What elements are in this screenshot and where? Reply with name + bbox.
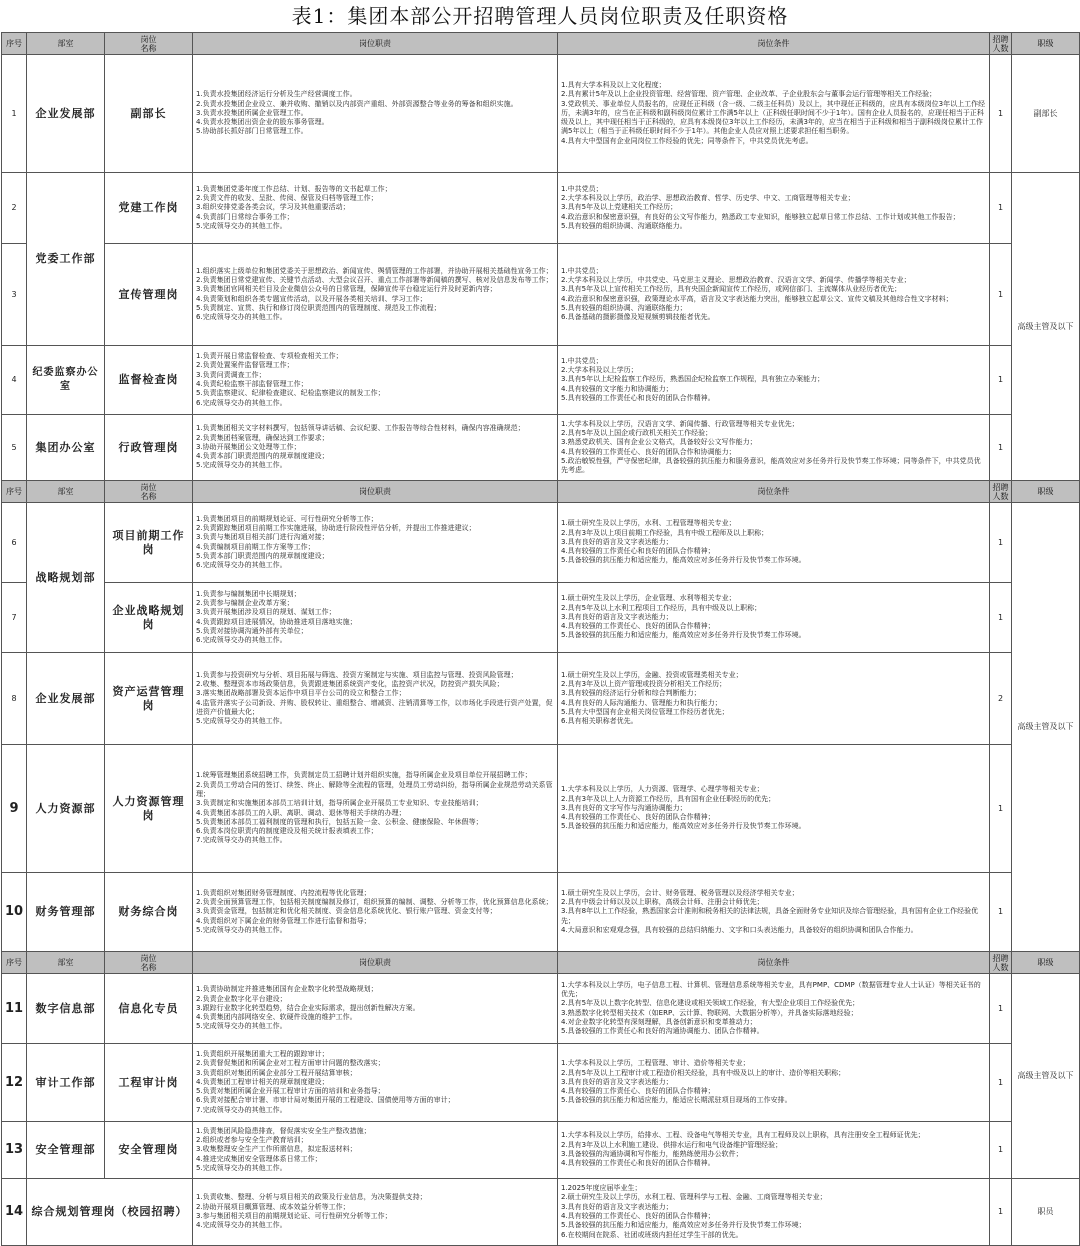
- seq-cell: 4: [2, 346, 27, 415]
- duty-line: 2.组织或者参与安全生产教育培训；: [196, 1136, 308, 1145]
- level-cell: 高级主管及以下: [1012, 974, 1080, 1179]
- page-title: 表1：集团本部公开招聘管理人员岗位职责及任职资格: [291, 4, 789, 28]
- seq-cell: 13: [2, 1122, 27, 1179]
- pos-header: [105, 952, 193, 974]
- duty-line: 5.完成领导交办的其他工作。: [196, 717, 287, 726]
- duty-line: 4.负责本部门职责范围内的规章制度建设；: [196, 452, 329, 461]
- requirement-line: 4.具有较强的工作责任心、良好的团队合作和协调能力；: [561, 447, 736, 456]
- seq-cell: 1: [2, 55, 27, 173]
- duty-line: 3.跟踪行业数字化转型趋势，结合企业实际需求，提出创新性解决方案。: [196, 1003, 420, 1012]
- position-cell: 监督检查岗: [105, 346, 193, 415]
- requirement-line: 1.大学本科及以上学历，工程管理、审计、造价等相关专业；: [561, 1059, 750, 1068]
- duty-line: 1.负责集团党委年度工作总结、计划、报告等的文书起草工作；: [196, 184, 392, 193]
- duty-line: 4.监管并落实子公司新设、并购、股权转让、重组整合、增减资、注销清算等工作，以市场化手段进行资产处置，促进资产价值最大化；: [196, 698, 553, 716]
- count-header-line2: 人数: [992, 962, 1009, 972]
- position-cell: 项目前期工作岗: [105, 503, 193, 583]
- table-row: [2, 873, 1080, 952]
- table-row: [2, 1122, 1080, 1179]
- duty-cell: [193, 244, 558, 346]
- table-row: [2, 583, 1080, 653]
- requirement-line: 5.具有较强的组织协调、沟通联络能力。: [561, 221, 687, 230]
- dept-cell: 财务管理部: [27, 873, 105, 952]
- count-cell: 1: [990, 745, 1012, 873]
- count-header-line1: 招聘: [992, 482, 1009, 492]
- requirement-line: 3.熟悉党政机关、国有企业公文格式，具备较好公文写作能力；: [561, 438, 757, 447]
- duty-line: 2.负责水投集团企业设立、兼并收购、撤销以及内部资产重组、外部资源整合等业务的筹备和组织实施。: [196, 99, 518, 108]
- count-header: [990, 481, 1012, 503]
- duty-line: 4.负责纪检监察干部监督管理工作；: [196, 380, 308, 388]
- duty-cell: [193, 503, 558, 583]
- level-cell: 高级主管及以下: [1012, 173, 1080, 481]
- duty-header: 岗位职责: [193, 952, 558, 974]
- duty-cell: [193, 745, 558, 873]
- position-cell: 工程审计岗: [105, 1044, 193, 1122]
- position-cell: 宣传管理岗: [105, 244, 193, 346]
- requirement-line: 4.具有较强的工作责任心、良好的团队合作精神；: [561, 622, 715, 631]
- duty-line: 2.负责集团档案管理，确保达到工作要求；: [196, 433, 329, 442]
- requirement-line: 4.具有较强的工作责任心和良好的团队合作精神；: [561, 547, 715, 556]
- requirement-line: 6.具有相关职称者优先。: [561, 717, 638, 726]
- requirement-line: 2.具有3年及以上水利施工建设、供排水运行和电气设备维护管理经验；: [561, 1140, 783, 1149]
- requirement-line: 1.硕士研究生及以上学历，企业管理、水利等相关专业；: [561, 594, 736, 603]
- requirement-cell: [558, 415, 990, 481]
- requirement-line: 2.具有累计5年及以上企业投资管理、经营管理、资产管理、企业改革、子企业股东会与董事会运行管理等相关工作经验；: [561, 90, 937, 99]
- position-cell: 财务综合岗: [105, 873, 193, 952]
- requirement-line: 5.具备较强的抗压能力和适应能力，能高效应对多任务并行及快节奏工作环境。: [561, 822, 806, 831]
- duty-cell: [193, 173, 558, 244]
- duty-line: 1.统筹管理集团系统招聘工作，负责制定员工招聘计划并组织实施，指导所属企业及项目单位开展招聘工作；: [196, 771, 532, 780]
- requirement-line: 2.具有中级会计师以及以上职称，高级会计师、注册会计师优先；: [561, 898, 764, 907]
- requirement-line: 5.具备较强的抗压能力和适应能力，能高效应对多任务并行及快节奏工作环境。: [561, 556, 806, 565]
- duty-line: 1.负责参与编制集团中长期规划；: [196, 589, 301, 598]
- duty-line: 4.负责集团本部员工的入职、离职、调动、退休等相关手续的办理；: [196, 808, 406, 817]
- requirement-line: 1.中共党员；: [561, 356, 603, 365]
- duty-line: 4.负责部门日常综合事务工作；: [196, 212, 294, 221]
- duty-line: 1.负责组织对集团财务管理制度、内控流程等优化管理；: [196, 888, 371, 897]
- duty-line: 7.完成领导交办的其他工作。: [196, 1105, 287, 1114]
- position-cell: 人力资源管理岗: [105, 745, 193, 873]
- duty-cell: [193, 1044, 558, 1122]
- duty-cell: [193, 653, 558, 745]
- pos-header-line2: 名称: [140, 491, 157, 501]
- table-row: [2, 974, 1080, 1044]
- duty-cell: [193, 974, 558, 1044]
- table-row: [2, 1044, 1080, 1122]
- requirement-line: 5.政治敏锐性强，严守保密纪律，具备较强的抗压能力和服务意识，能高效应对多任务并行及快节奏工作环境；同等条件下，中共党员优先考虑。: [561, 456, 981, 475]
- requirement-cell: [558, 55, 990, 173]
- duty-header: 岗位职责: [193, 33, 558, 55]
- header-row: [2, 952, 1080, 974]
- requirement-cell: [558, 346, 990, 415]
- count-cell: 1: [990, 974, 1012, 1044]
- requirement-line: 2.大学本科及以上学历；: [561, 366, 638, 375]
- duty-line: 4.负责集团工程审计相关的规章制度建设；: [196, 1077, 329, 1086]
- requirement-line: 3.具有8年以上工作经验，熟悉国家会计准则和税务相关的法律法规，具备全面财务专业知识及综合管理经验，具有国有企业工作经验优先；: [561, 907, 979, 925]
- count-cell: 1: [990, 583, 1012, 653]
- duty-line: 1.负责水投集团经济运行分析及生产经营调度工作。: [196, 90, 357, 99]
- requirement-line: 1.中共党员；: [561, 266, 603, 275]
- duty-line: 3.负责与集团项目相关部门进行沟通对接；: [196, 533, 329, 542]
- count-header-line2: 人数: [992, 491, 1009, 501]
- table-row: [2, 244, 1080, 346]
- duty-line: 5.完成领导交办的其他工作。: [196, 1022, 287, 1031]
- requirement-line: 1.大学本科及以上学历，汉语言文学、新闻传播、行政管理等相关专业优先；: [561, 419, 799, 428]
- requirement-line: 6.具备基础的摄影摄像及短视频剪辑技能者优先。: [561, 313, 715, 322]
- seq-cell: 7: [2, 583, 27, 653]
- duty-line: 4.负责集团内部网络安全、软硬件设施的维护工作。: [196, 1013, 357, 1022]
- duty-line: 6.完成领导交办的其他工作。: [196, 561, 287, 570]
- seq-cell: 2: [2, 173, 27, 244]
- level-cell: 副部长: [1012, 55, 1080, 173]
- seq-header: 序号: [2, 481, 27, 503]
- pos-header-line2: 名称: [140, 962, 157, 972]
- dept-header: 部室: [27, 952, 105, 974]
- duty-line: 2.负责全面预算管理工作，包括相关制度编制及修订，组织预算的编制、调整、分析等工作，优化预算信息化系统；: [196, 898, 553, 907]
- table-row: [2, 55, 1080, 173]
- dept-header: 部室: [27, 481, 105, 503]
- duty-cell: [193, 346, 558, 415]
- duty-line: 1.负责参与投资研究与分析、项目拓展与筛选、投资方案制定与实施、项目监控与管理、投资风险管理；: [196, 670, 518, 679]
- pos-header: [105, 481, 193, 503]
- duty-line: 5.负责本部门职责范围内的规章制度建设；: [196, 551, 329, 560]
- requirement-line: 4.具有较强的工作责任心、良好的团队合作精神；: [561, 813, 715, 822]
- requirement-line: 1.硕士研究生及以上学历，水利、工程管理等相关专业；: [561, 519, 736, 528]
- requirement-cell: [558, 873, 990, 952]
- requirement-line: 2.具有5年及以上水利工程项目工作经历，具有中级及以上职称；: [561, 603, 762, 612]
- requirement-cell: [558, 244, 990, 346]
- position-cell: 企业战略规划岗: [105, 583, 193, 653]
- duty-line: 7.完成领导交办的其他工作。: [196, 836, 287, 845]
- requirement-cell: [558, 1122, 990, 1179]
- requirement-line: 3.具有较强的经济运行分析和综合判断能力；: [561, 689, 701, 698]
- duty-line: 3.落实集团战略部署及资本运作中项目平台公司的设立和整合工作；: [196, 689, 406, 698]
- requirement-line: 1.大学本科及以上学历，人力资源、管理学、心理学等相关专业；: [561, 785, 764, 794]
- count-cell: 1: [990, 873, 1012, 952]
- duty-line: 4.负责编制项目前期工作方案等工作；: [196, 542, 315, 551]
- dept-cell: 人力资源部: [27, 745, 105, 873]
- requirement-cell: [558, 173, 990, 244]
- dept-cell: 审计工作部: [27, 1044, 105, 1122]
- level-header: 职级: [1012, 952, 1080, 974]
- duty-line: 6.完成领导交办的其他工作。: [196, 398, 287, 407]
- requirement-line: 5.具备较强的抗压能力和适应能力，能适应长期派驻项目现场的工作安排。: [561, 1096, 792, 1105]
- seq-header: 序号: [2, 952, 27, 974]
- duty-line: 5.完成领导交办的其他工作。: [196, 461, 287, 470]
- duty-line: 1.负责集团项目的前期规划论证、可行性研究分析等工作；: [196, 514, 378, 523]
- duty-cell: [193, 873, 558, 952]
- requirement-line: 5.具有较强的组织协调、沟通联络能力；: [561, 303, 687, 312]
- requirement-cell: [558, 1044, 990, 1122]
- duty-line: 2.负责集团日常党建宣传、关键节点活动、大型会议召开、重点工作部署等新闻稿的撰写、核对及信息发布等工作；: [196, 275, 553, 284]
- requirement-line: 2.大学本科及以上学历，中共党史、马克思主义理论、思想政治教育、汉语言文学、新闻学、传播学等相关专业；: [561, 275, 911, 284]
- duty-line: 3.负责组织对集团所属企业部分工程开展结算审核；: [196, 1068, 357, 1077]
- header-row: [2, 33, 1080, 55]
- duty-line: 2.负责企业数字化平台建设；: [196, 994, 287, 1003]
- seq-cell: 5: [2, 415, 27, 481]
- pos-header-line1: 岗位: [140, 34, 157, 44]
- duty-line: 2.负责参与编制企业改革方案；: [196, 598, 294, 607]
- duty-line: 2.负责督促集团和所属企业对工程方面审计问题的整改落实；: [196, 1059, 385, 1068]
- table-row: [2, 503, 1080, 583]
- pos-header-line1: 岗位: [140, 482, 157, 492]
- duty-line: 2.负责员工劳动合同的签订、续签、终止、解除等全流程的管理，处理员工劳动纠纷，指导所属企业规范劳动关系管理；: [196, 780, 553, 798]
- requirement-line: 3.具有良好的语言及文字表达能力；: [561, 612, 673, 621]
- duty-line: 1.负责收集、整理、分析与项目相关的政策及行业信息，为决策提供支持；: [196, 1193, 427, 1202]
- requirement-cell: [558, 653, 990, 745]
- count-cell: 1: [990, 1122, 1012, 1179]
- duty-line: 2.协助开展项目概算管理、成本效益分析等工作；: [196, 1202, 350, 1211]
- count-cell: 1: [990, 244, 1012, 346]
- duty-cell: [193, 1179, 558, 1246]
- requirement-line: 3.具有5年及以上宣传相关工作经历，具有央国企新闻宣传工作经历，或网信部门、主流媒体从业经历者优先；: [561, 285, 902, 294]
- requirement-line: 4.政治意识和保密意识强，政策理论水平高，语言及文字表达能力突出，能够独立起草公文、宣传文稿及其他综合性文字材料；: [561, 294, 953, 303]
- duty-line: 5.完成领导交办的其他工作。: [196, 221, 287, 230]
- requirement-line: 4.具有较强的工作责任心和良好的团队合作精神。: [561, 1159, 715, 1168]
- requirement-line: 2.具有5年及以上国企或行政机关相关工作经验；: [561, 428, 713, 437]
- requirement-line: 5.具有大中型国有企业相关岗位管理工作经历者优先；: [561, 707, 729, 716]
- duty-line: 5.负责对集团所属企业开展工程审计方面的培训和业务指导；: [196, 1087, 385, 1096]
- count-header-line2: 人数: [992, 43, 1009, 53]
- requirement-line: 3.具有5年以上纪检监察工作经历，熟悉国企纪检监察工作规程，具有独立办案能力；: [561, 375, 825, 384]
- duty-line: 1.负责集团风险隐患排查，督促落实安全生产整改措施；: [196, 1126, 371, 1135]
- table-row: [2, 415, 1080, 481]
- requirement-line: 1.中共党员；: [561, 184, 603, 193]
- duty-line: 1.组织落实上级单位和集团党委关于思想政治、新闻宣传、舆情管理的工作部署，并协助开展相关基础性宣务工作；: [196, 266, 553, 275]
- duty-line: 2.收集、整理资本市场政策信息，负责跟进集团系统资产变化，监控资产状况，防控资产损失风险；: [196, 679, 504, 688]
- count-cell: 1: [990, 346, 1012, 415]
- duty-line: 2.负责处置案件监督管理工作；: [196, 361, 294, 370]
- requirement-line: 2.具有5年及以上数字化转型、信息化建设或相关领域工作经验，有大型企业项目工作经验优先；: [561, 999, 860, 1008]
- duty-line: 4.负责水投集团出资企业的股东事务管理。: [196, 118, 329, 127]
- duty-cell: [193, 415, 558, 481]
- requirement-line: 4.具有较强的工作责任心、良好的团队合作精神；: [561, 1212, 715, 1220]
- pos-header: [105, 33, 193, 55]
- requirement-line: 1.具有大学本科及以上文化程度；: [561, 80, 666, 89]
- requirement-cell: [558, 503, 990, 583]
- requirement-cell: [558, 745, 990, 873]
- requirement-line: 5.具备较强的工作责任心和良好的沟通协调能力、团队合作精神。: [561, 1027, 764, 1036]
- requirement-line: 1.硕士研究生及以上学历，金融、投资或管理类相关专业；: [561, 670, 743, 679]
- seq-cell: 8: [2, 653, 27, 745]
- count-cell: 1: [990, 1179, 1012, 1246]
- count-cell: 1: [990, 55, 1012, 173]
- requirement-line: 2.具有3年及以上资产管理或投资分析相关工作经历；: [561, 679, 727, 688]
- duty-header: 岗位职责: [193, 481, 558, 503]
- duty-line: 5.负责集团本部员工福利制度的管理和执行，包括五险一金、公积金、健康保险、年休假等；: [196, 817, 483, 826]
- requirement-line: 4.大局意识和宏观观念强，具有较强的总结归纳能力、文字和口头表达能力，具备较好的组织协调和团队合作能力。: [561, 925, 918, 934]
- seq-cell: 6: [2, 503, 27, 583]
- duty-line: 3.组织安排党委各类会议，学习及其他重要活动；: [196, 203, 350, 212]
- dept-cell: 战略规划部: [27, 503, 105, 653]
- dept-cell: 纪委监察办公室: [27, 346, 105, 415]
- duty-line: 3.参与集团相关项目的前期规划论证、可行性研究分析等工作；: [196, 1212, 392, 1220]
- requirement-line: 3.具有良好的文字写作与沟通协调能力；: [561, 803, 687, 812]
- dept-cell: 安全管理部: [27, 1122, 105, 1179]
- req-header: 岗位条件: [558, 33, 990, 55]
- seq-cell: 12: [2, 1044, 27, 1122]
- duty-line: 4.负责组织对下属企业的财务管理工作进行监督和指导；: [196, 916, 371, 925]
- requirement-line: 3.党政机关、事业单位人员报名的，应现任正科级（含一级、二级主任科员）及以上，其中现任正科级的，应具有本级岗位3年以上工作经历，未满3年的，应当在正科级和副科级岗位累计工作满5年以上（正科级任职时间不少于1年）。国有企业人员报名的，应现任相当于正科级及以上，其中现任相当于正科级的，应具有本级岗位3年以上工作经历，未满3年的，应当在相当于正科级和相当于副科级岗位累计工作满5年以上（相当于正科级任职时间不少于1年）。其他企业人员应对照上述要求担任相当职务。: [561, 99, 986, 136]
- requirement-line: 4.具有较强的工作责任心、良好的团队合作精神；: [561, 1087, 715, 1096]
- duty-line: 5.完成领导交办的其他工作。: [196, 1163, 287, 1172]
- duty-line: 2.负责跟踪集团项目前期工作实施进展，协助进行阶段性评估分析，并提出工作推进建议；: [196, 523, 476, 532]
- duty-line: 3.负责问责调查工作；: [196, 370, 266, 379]
- position-cell: 信息化专员: [105, 974, 193, 1044]
- count-header-line1: 招聘: [992, 953, 1009, 963]
- count-cell: 1: [990, 503, 1012, 583]
- duty-cell: [193, 583, 558, 653]
- duty-line: 5.负责制定、宣贯、执行和修订岗位职责范围内的管理制度、规范及工作流程；: [196, 303, 441, 312]
- duty-line: 1.负责集团相关文字材料撰写，包括领导讲话稿、会议纪要、工作报告等综合性材料，确保内容准确规范；: [196, 424, 525, 433]
- requirement-line: 2.大学本科及以上学历，政治学、思想政治教育、哲学、历史学、中文、工商管理等相关专业；: [561, 194, 855, 203]
- duty-cell: [193, 1122, 558, 1179]
- requirement-line: 1.大学本科及以上学历，电子信息工程、计算机、管理信息系统等相关专业，具有PMP、CDMP（数据管理专业人士认证）等相关证书的优先；: [561, 980, 981, 998]
- duty-line: 3.协助开展集团公文处理等工作；: [196, 442, 301, 451]
- seq-cell: 11: [2, 974, 27, 1044]
- position-cell: 党建工作岗: [105, 173, 193, 244]
- seq-cell: 3: [2, 244, 27, 346]
- duty-line: 3.负责集团官网相关栏目及企业微信公众号的日常管理，保障宣传平台稳定运行并及时更新内容；: [196, 285, 497, 294]
- dept-cell: 企业发展部: [27, 653, 105, 745]
- requirement-line: 5.具有较强的工作责任心和良好的团队合作精神。: [561, 393, 715, 402]
- duty-line: 3.负责开展集团涉及项目的规划、谋划工作；: [196, 608, 336, 617]
- duty-line: 5.协助部长抓好部门日常管理工作。: [196, 127, 308, 136]
- pos-header-line1: 岗位: [140, 953, 157, 963]
- requirement-line: 2.具有5年及以上工程审计或工程造价相关经验，具有中级及以上的审计、造价等相关职称；: [561, 1068, 846, 1077]
- duty-line: 3.负责水投集团所属企业管理工作。: [196, 108, 308, 117]
- requirement-line: 2.具有3年及以上人力资源工作经历，具有国有企业任职经历的优先；: [561, 794, 776, 803]
- requirement-line: 3.具有良好的语言及文字表达能力；: [561, 537, 673, 546]
- table-row: [2, 173, 1080, 244]
- duty-line: 5.负责监察建议、纪律检查建议、纪检监察建议的制发工作；: [196, 389, 385, 398]
- requirement-line: 6.在校期间在院系、社团或班级内担任过学生干部的优先。: [561, 1230, 743, 1239]
- position-cell: 安全管理岗: [105, 1122, 193, 1179]
- count-cell: 1: [990, 415, 1012, 481]
- duty-line: 5.负责对接协调沟通外部有关单位；: [196, 626, 308, 635]
- level-cell: 职员: [1012, 1179, 1080, 1246]
- requirement-line: 4.具有大中型国有企业同岗位工作经验的优先；同等条件下，中共党员优先考虑。: [561, 136, 813, 145]
- count-cell: 1: [990, 173, 1012, 244]
- req-header: 岗位条件: [558, 952, 990, 974]
- dept-header: 部室: [27, 33, 105, 55]
- table-row: [2, 346, 1080, 415]
- count-header-line1: 招聘: [992, 34, 1009, 44]
- duty-line: 4.完成领导交办的其他工作。: [196, 1221, 287, 1230]
- requirement-line: 2.具有3年及以上项目前期工作经验，具有中级工程师及以上职称；: [561, 528, 769, 537]
- duty-cell: [193, 55, 558, 173]
- duty-line: 4.负责跟踪项目进展情况，协助推进项目落地实施；: [196, 617, 357, 626]
- duty-line: 4.负责策划和组织各类专题宣传活动，以及开展各类相关培训、学习工作；: [196, 294, 427, 303]
- seq-cell: 10: [2, 873, 27, 952]
- duty-line: 1.负责协助制定并推进集团国有企业数字化转型战略规划；: [196, 985, 378, 994]
- duty-line: 1.负责组织开展集团重大工程的跟踪审计；: [196, 1049, 329, 1058]
- level-header: 职级: [1012, 481, 1080, 503]
- requirement-line: 1.2025年度应届毕业生；: [561, 1184, 642, 1193]
- duty-line: 6.完成领导交办的其他工作。: [196, 313, 287, 322]
- duty-line: 4.推进完成集团安全管理体系日常工作；: [196, 1154, 322, 1163]
- duty-line: 1.负责开展日常监督检查、专项检查相关工作；: [196, 352, 343, 361]
- duty-line: 6.完成领导交办的其他工作。: [196, 636, 287, 645]
- requirement-line: 2.硕士研究生及以上学历，水利工程、管理科学与工程、金融、工商管理等相关专业；: [561, 1193, 827, 1202]
- pos-header-line2: 名称: [140, 43, 157, 53]
- position-cell: 行政管理岗: [105, 415, 193, 481]
- position-cell: 副部长: [105, 55, 193, 173]
- requirement-line: 3.具有良好的语言及文字表达能力；: [561, 1077, 673, 1086]
- seq-cell: 9: [2, 745, 27, 873]
- seq-header: 序号: [2, 33, 27, 55]
- dept-cell: 集团办公室: [27, 415, 105, 481]
- duty-line: 5.完成领导交办的其他工作。: [196, 925, 287, 934]
- requirement-cell: [558, 583, 990, 653]
- requirement-cell: [558, 974, 990, 1044]
- count-cell: 2: [990, 653, 1012, 745]
- requirement-cell: [558, 1179, 990, 1246]
- requirement-line: 4.对企业数字化转型有深刻理解，具备创新意识和变革推动力；: [561, 1017, 757, 1026]
- duty-line: 6.负责本岗位职责内的制度建设及相关统计报表填表工作；: [196, 827, 378, 836]
- duty-line: 3.收集整理安全生产工作所需信息，拟定报送材料；: [196, 1145, 357, 1154]
- header-row: [2, 481, 1080, 503]
- dept-cell: 数字信息部: [27, 974, 105, 1044]
- requirement-line: 3.具备较强的沟通协调和写作能力，能熟练使用办公软件；: [561, 1150, 743, 1158]
- count-header: [990, 952, 1012, 974]
- duty-line: 6.负责对接配合审计署、市审计局对集团开展的工程建设、国债使用等方面的审计；: [196, 1096, 455, 1105]
- count-header: [990, 33, 1012, 55]
- requirement-line: 4.政治意识和保密意识强，有良好的公文写作能力，熟悉政工专业知识，能够独立起草日常工作总结、工作计划或其他工作报告；: [561, 212, 960, 221]
- position-cell: 资产运营管理岗: [105, 653, 193, 745]
- count-cell: 1: [990, 1044, 1012, 1122]
- requirement-line: 3.具有5年及以上党建相关工作经历；: [561, 203, 678, 212]
- seq-cell: 14: [2, 1179, 27, 1246]
- table-row: [2, 745, 1080, 873]
- requirement-line: 5.具备较强的抗压能力和适应能力，能高效应对多任务并行及快节奏工作环境；: [561, 1221, 806, 1230]
- requirement-line: 1.大学本科及以上学历，给排水、工程、设备电气等相关专业，具有工程师及以上职称，具有注册安全工程师证优先；: [561, 1131, 925, 1140]
- table-row: [2, 1179, 1080, 1246]
- dept-cell: 党委工作部: [27, 173, 105, 346]
- req-header: 岗位条件: [558, 481, 990, 503]
- requirement-line: 3.具有良好的语言及文字表达能力；: [561, 1202, 673, 1211]
- requirement-line: 4.具有较强的文字能力和协调能力；: [561, 384, 673, 393]
- table-row: [2, 653, 1080, 745]
- level-header: 职级: [1012, 33, 1080, 55]
- duty-line: 2.负责文件的收发、呈批、传阅、保管及归档等管理工作；: [196, 194, 378, 203]
- recruitment-table: [1, 32, 1080, 1246]
- requirement-line: 1.硕士研究生及以上学历，会计、财务管理、税务管理以及经济学相关专业；: [561, 888, 799, 897]
- duty-line: 3.负责资金管理，包括制定和优化相关制度、资金信息化系统优化、银行账户管理、资金支付等；: [196, 907, 497, 916]
- dept-cell: 企业发展部: [27, 55, 105, 173]
- level-cell: 高级主管及以下: [1012, 503, 1080, 952]
- requirement-line: 4.具有良好的人际沟通能力、管理能力和执行能力；: [561, 698, 722, 707]
- dept-cell: 综合规划管理岗（校园招聘）: [27, 1179, 193, 1246]
- requirement-line: 5.具备较强的抗压能力和适应能力，能高效应对多任务并行及快节奏工作环境。: [561, 631, 806, 640]
- requirement-line: 3.熟悉数字化转型相关技术（如ERP、云计算、物联网、大数据分析等），并具备实际落地经验；: [561, 1008, 858, 1017]
- duty-line: 3.负责制定和实施集团本部员工培训计划，指导所属企业开展员工专业知识、专业技能培训；: [196, 799, 483, 808]
